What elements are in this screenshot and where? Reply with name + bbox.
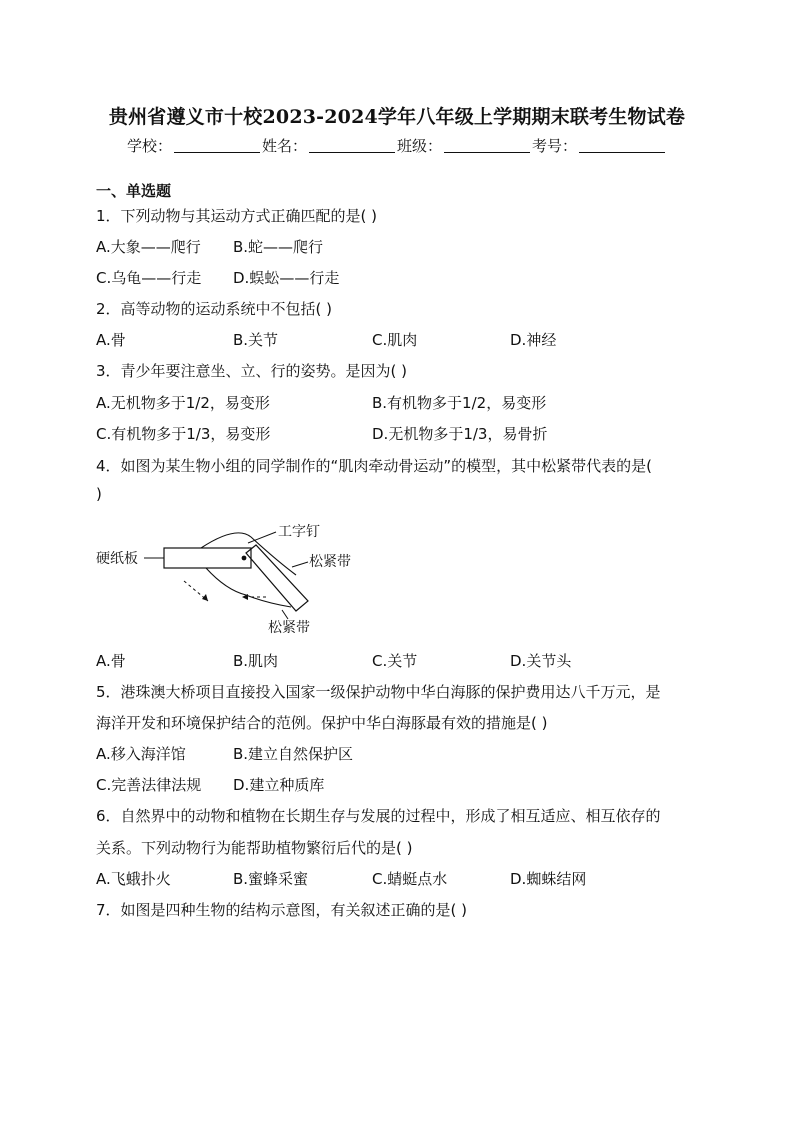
question-3-option-d[interactable]: D.无机物多于1/3，易骨折: [372, 425, 548, 443]
number-blank[interactable]: [579, 152, 665, 153]
school-blank[interactable]: [174, 152, 260, 153]
class-label: 班级：: [397, 137, 443, 155]
student-info-line: [0, 135, 794, 156]
question-5-option-a[interactable]: A.移入海洋馆: [96, 745, 186, 763]
question-3-option-c[interactable]: C.有机物多于1/3，易变形: [96, 425, 271, 443]
school-label: 学校：: [126, 137, 172, 155]
question-2-option-b[interactable]: B.关节: [233, 331, 279, 349]
board-shape: [164, 548, 251, 568]
question-7-stem: 7．如图是四种生物的结构示意图，有关叙述正确的是( ): [96, 901, 468, 919]
question-3-option-b[interactable]: B.有机物多于1/2，易变形: [372, 394, 547, 412]
name-label: 姓名：: [261, 137, 307, 155]
question-4-stem-line2: ): [96, 485, 102, 503]
band-top-label: 松紧带: [309, 554, 351, 570]
question-1-option-b[interactable]: B.蛇——爬行: [233, 238, 324, 256]
question-6-option-c[interactable]: C.蜻蜓点水: [372, 870, 448, 888]
muscle-model-diagram: [96, 515, 366, 640]
pin-label: 工字钉: [278, 524, 320, 540]
bone-arm-shape: [246, 545, 308, 611]
question-2-option-d[interactable]: D.神经: [510, 331, 557, 349]
question-2-option-a[interactable]: A.骨: [96, 331, 126, 349]
question-6-stem-line1: 6．自然界中的动物和植物在长期生存与发展的过程中，形成了相互适应、相互依存的: [96, 807, 661, 825]
name-blank[interactable]: [309, 152, 395, 153]
question-4-option-a[interactable]: A.骨: [96, 652, 126, 670]
question-2-option-c[interactable]: C.肌肉: [372, 331, 418, 349]
question-6-option-d[interactable]: D.蜘蛛结网: [510, 870, 587, 888]
question-4-option-c[interactable]: C.关节: [372, 652, 418, 670]
question-3-option-a[interactable]: A.无机物多于1/2，易变形: [96, 394, 270, 412]
question-4-option-d[interactable]: D.关节头: [510, 652, 572, 670]
band-bottom-label: 松紧带: [268, 620, 310, 636]
question-5-option-b[interactable]: B.建立自然保护区: [233, 745, 354, 763]
pin-icon: [242, 556, 247, 561]
left-arrow-head-icon: [202, 594, 208, 601]
question-1-stem: 1．下列动物与其运动方式正确匹配的是( ): [96, 207, 378, 225]
lower-band-shape: [206, 568, 291, 607]
question-5-stem-line1: 5．港珠澳大桥项目直接投入国家一级保护动物中华白海豚的保护费用达八千万元，是: [96, 683, 661, 701]
band-top-leader-line: [292, 562, 308, 567]
page-title: 贵州省遵义市十校2023-2024学年八年级上学期期末联考生物试卷: [108, 106, 686, 128]
question-1-option-c[interactable]: C.乌龟——行走: [96, 269, 202, 287]
section-heading: 一、单选题: [96, 182, 172, 200]
class-blank[interactable]: [444, 152, 530, 153]
question-4-stem-line1: 4．如图为某生物小组的同学制作的“肌肉牵动骨运动”的模型，其中松紧带代表的是(: [96, 457, 652, 475]
question-5-stem-line2: 海洋开发和环境保护结合的范例。保护中华白海豚最有效的措施是( ): [96, 714, 548, 732]
question-1-option-a[interactable]: A.大象——爬行: [96, 238, 201, 256]
question-5-option-c[interactable]: C.完善法律法规: [96, 776, 202, 794]
question-2-stem: 2．高等动物的运动系统中不包括( ): [96, 300, 333, 318]
question-6-option-a[interactable]: A.飞蛾扑火: [96, 870, 171, 888]
question-6-option-b[interactable]: B.蜜蜂采蜜: [233, 870, 309, 888]
question-1-option-d[interactable]: D.蜈蚣——行走: [233, 269, 340, 287]
question-3-stem: 3．青少年要注意坐、立、行的姿势。是因为( ): [96, 362, 408, 380]
number-label: 考号：: [532, 137, 578, 155]
question-5-option-d[interactable]: D.建立种质库: [233, 776, 325, 794]
band-bottom-leader-line: [282, 610, 288, 619]
board-label: 硬纸板: [96, 551, 138, 567]
question-4-option-b[interactable]: B.肌肉: [233, 652, 279, 670]
question-6-stem-line2: 关系。下列动物行为能帮助植物繁衍后代的是( ): [96, 839, 413, 857]
